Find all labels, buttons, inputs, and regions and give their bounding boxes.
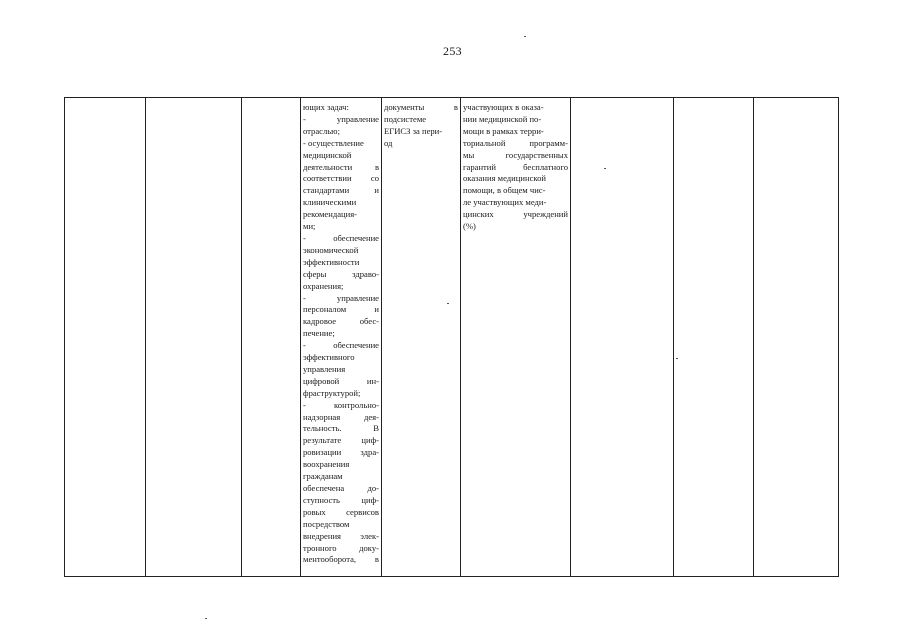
goals-text-line: рекомендация- [303, 209, 358, 220]
goals-text-line: - обеспечение [303, 340, 379, 351]
goals-text-line: стандартами и [303, 185, 379, 196]
indicator-text-line: гарантий бесплатного [463, 161, 568, 172]
goals-text-line: эффективного [303, 352, 355, 363]
indicator-text-line: помощи, в общем чис- [463, 185, 546, 196]
goals-text-line: клиническими [303, 197, 357, 208]
goals-text-line: персоналом и [303, 304, 379, 315]
goals-text-line: ми; [303, 221, 316, 232]
goals-text-line: управления [303, 363, 346, 374]
goals-text-line: охранения; [303, 280, 344, 291]
page-number: 253 [443, 44, 462, 58]
goals-text-line: - управление [303, 292, 379, 303]
goals-text-line: ступность циф- [303, 494, 379, 505]
goals-text-line: - контрольно- [303, 399, 379, 410]
goals-text-line: эффективности [303, 256, 360, 267]
scan-speck [447, 303, 449, 304]
goals-text-line: фраструктурой; [303, 387, 361, 398]
goals-text-line: посредством [303, 518, 350, 529]
documents-text-line: од [384, 137, 393, 148]
goals-text-line: надзорная дея- [303, 411, 379, 422]
indicator-text-line: оказания медицинской [463, 173, 547, 184]
indicator-text-line: ториальной программ- [463, 137, 568, 148]
goals-text-line: ровых сервисов [303, 506, 379, 517]
goals-text-line: ровизации здра- [303, 447, 379, 458]
goals-text-line: цифровой ин- [303, 375, 379, 386]
indicator-text-line: нии медицинской по- [463, 113, 542, 124]
goals-text-line: медицинской [303, 149, 352, 160]
goals-text-line: отраслью; [303, 125, 340, 136]
scan-speck [604, 168, 606, 169]
goals-text [303, 102, 379, 566]
goals-text-line: - осуществление [303, 137, 364, 148]
table-cell-empty-1 [65, 98, 146, 577]
table-cell-empty-4 [571, 98, 674, 577]
goals-text-line: - управление [303, 113, 379, 124]
scan-speck [676, 358, 678, 359]
goals-text-line: - обеспечение [303, 232, 379, 243]
documents-text-line: ЕГИСЗ за пери- [384, 125, 443, 136]
indicator-text-line: мощи в рамках терри- [463, 125, 544, 136]
document-table [64, 97, 839, 577]
table-row [65, 98, 839, 577]
goals-text-line: воохранения [303, 459, 350, 470]
documents-text-line: документы в [384, 102, 458, 112]
scan-speck [524, 36, 526, 37]
goals-text-line: ментооборота, в [303, 554, 379, 565]
document-table-container [64, 97, 838, 577]
indicator-text-line: мы государственных [463, 149, 568, 160]
indicator-text-line: ле участвующих меди- [463, 197, 547, 208]
documents-text-line: подсистеме [384, 113, 427, 124]
table-cell-goals [301, 98, 382, 577]
goals-text-line: печение; [303, 328, 335, 339]
goals-text-line: результате циф- [303, 435, 379, 446]
goals-text-line: кадровое обес- [303, 316, 379, 327]
goals-text-line: внедрения элек- [303, 530, 379, 541]
indicator-text-line: участвующих в оказа- [463, 102, 544, 112]
table-cell-documents [382, 98, 461, 577]
goals-text-line: ющих задач: [303, 102, 349, 112]
indicator-text-line: (%) [463, 221, 476, 232]
goals-text-line: тельность. В [303, 423, 379, 434]
goals-text-line: тронного доку- [303, 542, 379, 553]
table-cell-empty-5 [674, 98, 754, 577]
goals-text-line: гражданам [303, 471, 343, 482]
table-cell-empty-2 [146, 98, 242, 577]
documents-text [384, 102, 458, 150]
table-cell-empty-6 [754, 98, 839, 577]
goals-text-line: деятельности в [303, 161, 379, 172]
indicator-text [463, 102, 568, 233]
goals-text-line: обеспечена до- [303, 483, 379, 493]
indicator-text-line: цинских учреждений [463, 209, 568, 220]
goals-text-line: сферы здраво- [303, 268, 379, 279]
goals-text-line: соответствии со [303, 173, 379, 184]
table-cell-empty-3 [242, 98, 301, 577]
scan-speck [205, 618, 207, 619]
table-cell-indicator [461, 98, 571, 577]
goals-text-line: экономической [303, 244, 359, 255]
